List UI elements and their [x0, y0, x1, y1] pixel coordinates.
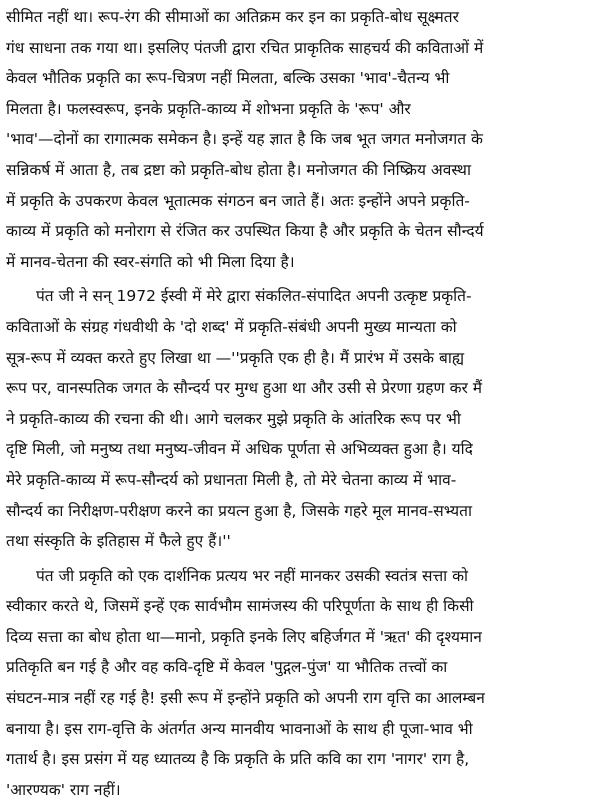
text-line: बनाया है। इस राग-वृत्ति के अंतर्गत अन्य मानवीय भावनाओं के साथ ही पूजा-भाव भी [6, 719, 473, 738]
text-line: दृष्टि मिली, जो मनुष्य तथा मनुष्य-जीवन में अधिक पूर्णता से अभिव्यक्त हुआ है। यदि [6, 440, 473, 459]
paragraph-1 [6, 2, 592, 277]
text-line: स्वीकार करते थे, जिसमें इन्हें एक सार्वभौम सामंजस्य की परिपूर्णता के साथ ही किसी [6, 597, 474, 616]
text-line: काव्य में प्रकृति को मनोराग से रंजित कर उपस्थित किया है और प्रकृति के चेतन सौन्दर्य [6, 222, 484, 241]
text-line: में प्रकृति के उपकरण केवल भूतात्मक संगठन बन जाते हैं। अतः इन्होंने अपने प्रकृति- [6, 191, 470, 210]
text-line: गंध साधना तक गया था। इसलिए पंतजी द्वारा रचित प्राकृतिक साहचर्य की कविताओं में [6, 38, 484, 57]
text-line: सन्निकर्ष में आता है, तब द्रष्टा को प्रकृति-बोध होता है। मनोजगत की निष्क्रिय अवस्था [6, 160, 471, 179]
text-line: प्रतिकृति बन गई है और वह कवि-दृष्टि में केवल 'पुद्गल-पुंज' या भौतिक तत्त्वों का [6, 658, 448, 677]
text-line: पंत जी प्रकृति को एक दार्शनिक प्रत्यय भर नहीं मानकर उसकी स्वतंत्र सत्ता को [36, 566, 469, 585]
text-line: सूत्र-रूप में व्यक्त करते हुए लिखा था —''प्रकृति एक ही है। मैं प्रारंभ में उसके बाह्य [6, 348, 465, 367]
text-line: तथा संस्कृति के इतिहास में फैले हुए हैं।'' [6, 532, 231, 551]
text-line: सीमित नहीं था। रूप-रंग की सीमाओं का अतिक्रम कर इन का प्रकृति-बोध सूक्ष्मतर [6, 8, 459, 26]
paragraph-2 [6, 281, 592, 556]
text-line: केवल भौतिक प्रकृति का रूप-चित्रण नहीं मिलता, बल्कि उसका 'भाव'-चैतन्य भी [6, 69, 450, 88]
text-line: 'भाव'—दोनों का रागात्मक समेकन है। इन्हें यह ज्ञात है कि जब भूत जगत मनोजगत के [6, 130, 483, 149]
text-line: 'आरण्यक' राग नहीं। [6, 780, 121, 799]
text-line: गतार्थ है। इस प्रसंग में यह ध्यातव्य है कि प्रकृति के प्रति कवि का राग 'नागर' राग है, [6, 750, 470, 769]
text-line: मेरे प्रकृति-काव्य में रूप-सौन्दर्य को प्रधानता मिली है, तो मेरे चेतना काव्य में भाव- [6, 470, 457, 489]
text-line: सौन्दर्य का निरीक्षण-परीक्षण करने का प्रयत्न हुआ है, जिसके गहरे मूल मानव-सभ्यता [6, 501, 472, 520]
text-line: कविताओं के संग्रह गंधवीथी के 'दो शब्द' में प्रकृति-संबंधी अपनी मुख्य मान्यता को [6, 317, 457, 336]
text-line: संघटन-मात्र नहीं रह गई है! इसी रूप में इन्होंने प्रकृति को अपनी राग वृत्ति का आलम्बन [6, 689, 485, 708]
text-line: मिलता है। फलस्वरूप, इनके प्रकृति-काव्य में शोभना प्रकृति के 'रूप' और [6, 99, 411, 118]
text-line: में मानव-चेतना की स्वर-संगति को भी मिला दिया है। [6, 252, 295, 271]
text-line: रूप पर, वानस्पतिक जगत के सौन्दर्य पर मुग्ध हुआ था और उसी से प्रेरणा ग्रहण कर मैं [6, 379, 483, 398]
text-line: पंत जी ने सन् 1972 ईस्वी में मेरे द्वारा संकलित-संपादित अपनी उत्कृष्ट प्रकृति- [36, 287, 472, 306]
paragraph-3 [6, 561, 592, 805]
text-line: ने प्रकृति-काव्य की रचना की थी। आगे चलकर मुझे प्रकृति के आंतरिक रूप पर भी [6, 409, 461, 428]
text-line: दिव्य सत्ता का बोध होता था—मानो, प्रकृति इनके लिए बहिर्जगत में 'ऋत' की दृश्यमान [6, 627, 482, 646]
